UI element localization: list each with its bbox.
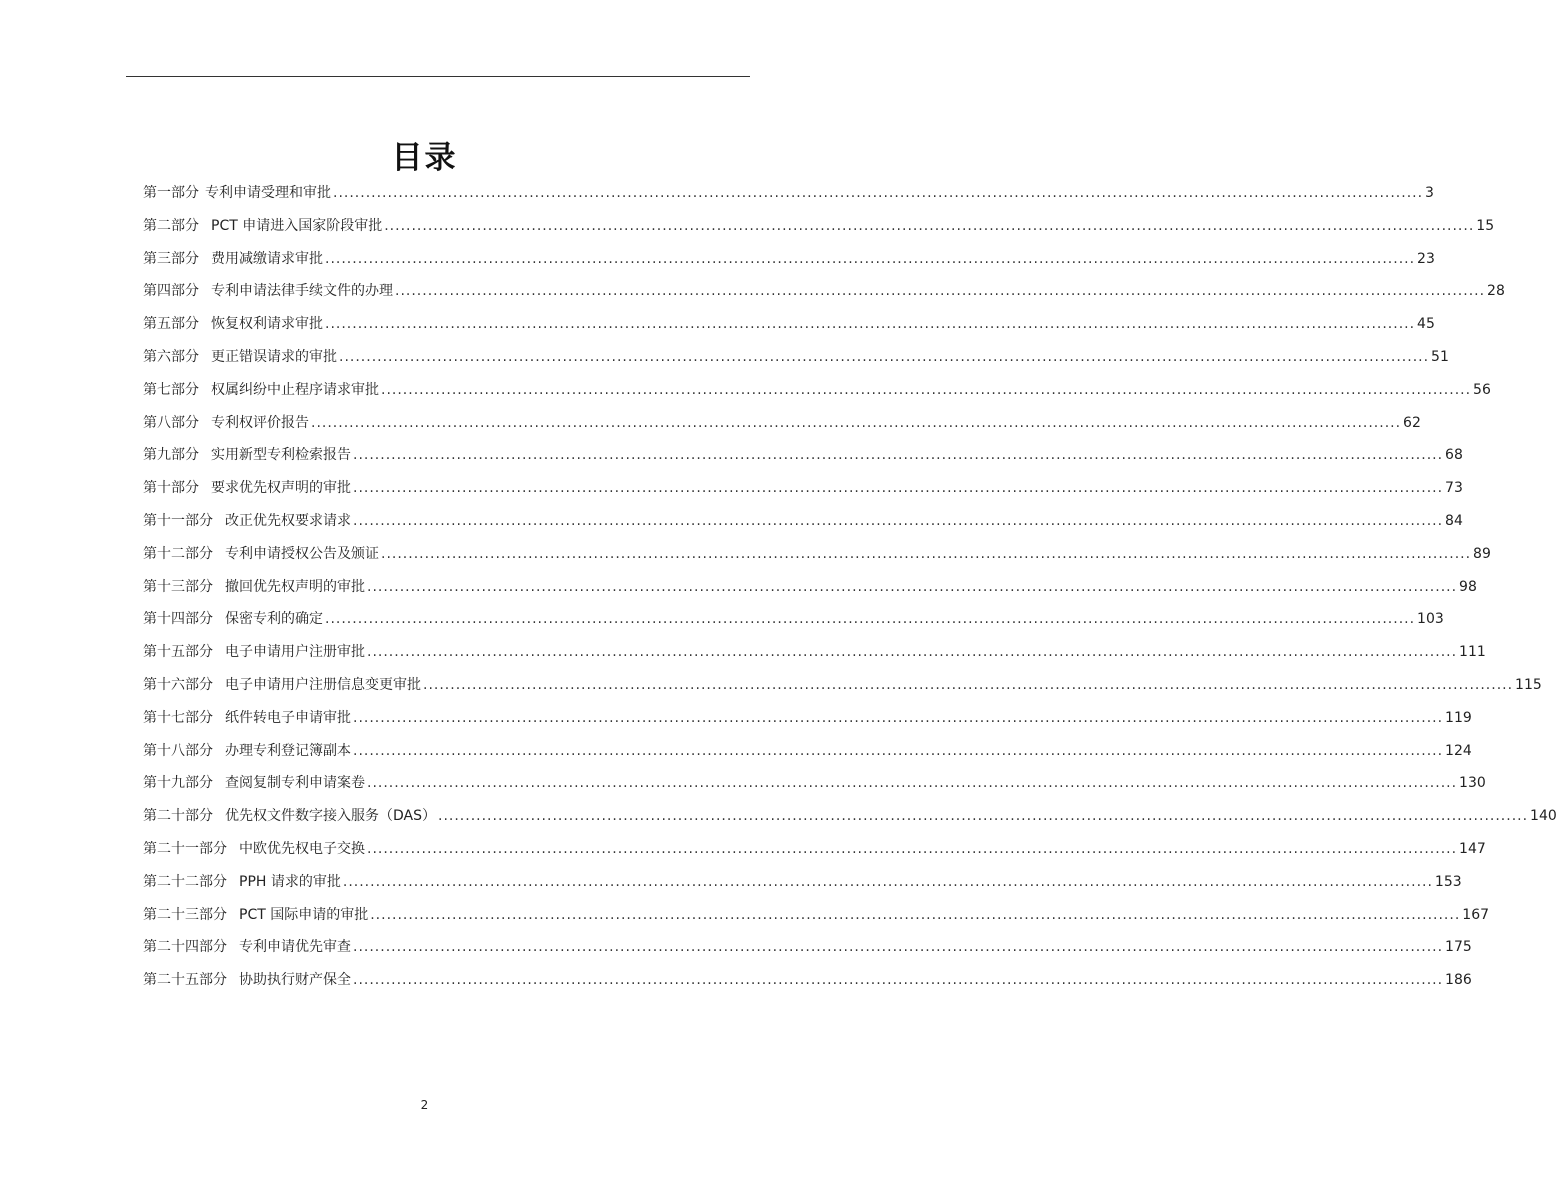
toc-entry-page: 3 (1425, 185, 1434, 201)
toc-entry-part: 第二十一部分 (143, 841, 227, 857)
toc-entry-title: PCT 国际申请的审批 (239, 906, 369, 923)
toc-leader-dots: ........................................................................................................................................................................................................ (325, 316, 1416, 333)
toc-leader-dots: ........................................................................................................................................................................................................ (367, 775, 1458, 792)
toc-entry-title: 专利权评价报告 (211, 414, 309, 431)
toc-entry-page: 111 (1459, 644, 1486, 661)
toc-entry[interactable] (143, 410, 1421, 436)
toc-entry[interactable] (143, 770, 1486, 796)
toc-leader-dots: ........................................................................................................................................................................................................ (423, 677, 1514, 693)
toc-entry-page: 175 (1445, 939, 1472, 956)
toc-entry-title: 改正优先权要求请求 (225, 513, 351, 529)
toc-entry-title: 要求优先权声明的审批 (211, 480, 351, 497)
toc-entry-part: 第七部分 (143, 381, 199, 398)
toc-leader-dots: ........................................................................................................................................................................................................ (342, 873, 1433, 890)
toc-entry-page: 45 (1417, 316, 1435, 333)
toc-entry-part: 第十九部分 (143, 775, 213, 792)
toc-leader-dots: ........................................................................................................................................................................................................ (381, 381, 1472, 398)
toc-entry[interactable] (143, 967, 1472, 993)
toc-entry-title: 电子申请用户注册审批 (225, 644, 365, 661)
toc-entry-part: 第二十二部分 (143, 873, 227, 890)
toc-entry-page: 62 (1403, 414, 1421, 431)
toc-entry[interactable] (143, 934, 1472, 960)
toc-leader-dots: ........................................................................................................................................................................................................ (438, 808, 1529, 825)
toc-entry[interactable] (143, 475, 1463, 501)
toc-entry-page: 15 (1476, 217, 1495, 234)
toc-entry[interactable] (143, 639, 1486, 665)
toc-entry-page: 115 (1515, 677, 1542, 693)
toc-leader-dots: ........................................................................................................................................................................................................ (353, 447, 1444, 464)
toc-entry-page: 124 (1445, 742, 1472, 759)
toc-entry-title: 权属纠纷中止程序请求审批 (211, 381, 379, 398)
toc-entry[interactable] (143, 213, 1495, 239)
toc-leader-dots: ........................................................................................................................................................................................................ (395, 283, 1486, 300)
toc-entry-title: 电子申请用户注册信息变更审批 (225, 677, 421, 693)
toc-entry-title: 费用减缴请求审批 (211, 250, 323, 267)
toc-entry-part: 第十四部分 (143, 611, 213, 628)
toc-leader-dots: ........................................................................................................................................................................................................ (333, 185, 1424, 201)
toc-entry-part: 第十五部分 (143, 644, 213, 661)
toc-entry-page: 130 (1459, 775, 1486, 792)
toc-entry-part: 第二十四部分 (143, 939, 227, 956)
toc-leader-dots: ........................................................................................................................................................................................................ (370, 906, 1461, 923)
toc-leader-dots: ........................................................................................................................................................................................................ (367, 644, 1458, 661)
page-number: 2 (420, 1098, 429, 1112)
toc-entry-part: 第五部分 (143, 316, 199, 333)
toc-entry-part: 第二十部分 (143, 808, 213, 825)
toc-entry[interactable] (143, 377, 1491, 403)
toc-entry-title: 优先权文件数字接入服务（DAS） (225, 808, 436, 825)
toc-entry-title: 查阅复制专利申请案卷 (225, 775, 365, 792)
toc-leader-dots: ........................................................................................................................................................................................................ (367, 578, 1458, 595)
toc-entry-page: 56 (1473, 381, 1491, 398)
toc-entry-page: 153 (1434, 873, 1462, 890)
toc-entry-part: 第十部分 (143, 480, 199, 497)
toc-entry-page: 167 (1462, 906, 1490, 923)
toc-leader-dots: ........................................................................................................................................................................................................ (367, 841, 1458, 857)
toc-entry-page: 51 (1431, 349, 1449, 365)
toc-entry-part: 第十二部分 (143, 545, 213, 562)
toc-entry-part: 第二十三部分 (143, 906, 227, 923)
toc-entry-title: 协助执行财产保全 (239, 972, 351, 989)
toc-entry-page: 147 (1459, 841, 1486, 857)
toc-leader-dots: ........................................................................................................................................................................................................ (353, 513, 1444, 529)
toc-entry-title: PPH 请求的审批 (239, 873, 341, 890)
toc-entry-part: 第六部分 (143, 349, 199, 365)
toc-entry-part: 第一部分 (143, 185, 199, 201)
toc-leader-dots: ........................................................................................................................................................................................................ (353, 972, 1444, 989)
toc-entry-part: 第四部分 (143, 283, 199, 300)
toc-entry-part: 第三部分 (143, 250, 199, 267)
toc-entry-title: 保密专利的确定 (225, 611, 323, 628)
toc-entry[interactable] (143, 869, 1462, 895)
toc-entry-part: 第十三部分 (143, 578, 213, 595)
toc-entry[interactable] (143, 803, 1557, 829)
toc-entry[interactable] (143, 541, 1491, 567)
page-title: 目录 (391, 140, 458, 176)
toc-leader-dots: ........................................................................................................................................................................................................ (325, 611, 1416, 628)
toc-entry[interactable] (143, 902, 1490, 928)
toc-entry-page: 68 (1445, 447, 1463, 464)
toc-entry[interactable] (143, 672, 1542, 698)
toc-entry-part: 第九部分 (143, 447, 199, 464)
toc-entry[interactable] (143, 344, 1449, 370)
toc-entry[interactable] (143, 180, 1434, 206)
toc-entry-page: 186 (1445, 972, 1472, 989)
toc-leader-dots: ........................................................................................................................................................................................................ (353, 939, 1444, 956)
toc-leader-dots: ........................................................................................................................................................................................................ (311, 414, 1402, 431)
toc-entry-title: PCT 申请进入国家阶段审批 (211, 217, 383, 234)
toc-entry-title: 恢复权利请求审批 (211, 316, 323, 333)
toc-entry-title: 专利申请受理和审批 (205, 185, 331, 201)
toc-entry-page: 103 (1417, 611, 1444, 628)
toc-leader-dots: ........................................................................................................................................................................................................ (384, 217, 1475, 234)
toc-leader-dots: ........................................................................................................................................................................................................ (325, 250, 1416, 267)
toc-entry[interactable] (143, 574, 1477, 600)
toc-leader-dots: ........................................................................................................................................................................................................ (353, 709, 1444, 726)
toc-entry-page: 119 (1445, 709, 1472, 726)
toc-leader-dots: ........................................................................................................................................................................................................ (353, 480, 1444, 497)
toc-entry[interactable] (143, 278, 1505, 304)
toc-entry[interactable] (143, 836, 1486, 862)
toc-entry-page: 140 (1530, 808, 1557, 825)
toc-entry-part: 第十八部分 (143, 742, 213, 759)
toc-entry[interactable] (143, 246, 1435, 272)
toc-entry[interactable] (143, 738, 1472, 764)
toc-entry-part: 第八部分 (143, 414, 199, 431)
toc-entry-title: 撤回优先权声明的审批 (225, 578, 365, 595)
toc-leader-dots: ........................................................................................................................................................................................................ (381, 545, 1472, 562)
toc-entry-part: 第十一部分 (143, 513, 213, 529)
toc-entry-part: 第二部分 (143, 217, 199, 234)
toc-entry[interactable] (143, 705, 1472, 731)
toc-entry-part: 第二十五部分 (143, 972, 227, 989)
toc-entry-title: 中欧优先权电子交换 (239, 841, 365, 857)
toc-entry-page: 84 (1445, 513, 1463, 529)
toc-entry[interactable] (143, 606, 1444, 632)
toc-entry[interactable] (143, 508, 1463, 534)
toc-entry-title: 专利申请法律手续文件的办理 (211, 283, 393, 300)
toc-entry-page: 23 (1417, 250, 1435, 267)
toc-entry-part: 第十七部分 (143, 709, 213, 726)
toc-entry-page: 73 (1445, 480, 1463, 497)
toc-entry-title: 更正错误请求的审批 (211, 349, 337, 365)
toc-entry-part: 第十六部分 (143, 677, 213, 693)
toc-leader-dots: ........................................................................................................................................................................................................ (339, 349, 1430, 365)
toc-entry[interactable] (143, 442, 1463, 468)
toc-entry-title: 纸件转电子申请审批 (225, 709, 351, 726)
toc-entry-title: 实用新型专利检索报告 (211, 447, 351, 464)
toc-entry-title: 办理专利登记簿副本 (225, 742, 351, 759)
toc-entry-page: 89 (1473, 545, 1491, 562)
toc-entry-title: 专利申请优先审查 (239, 939, 351, 956)
toc-entry-title: 专利申请授权公告及颁证 (225, 545, 379, 562)
toc-entry-page: 98 (1459, 578, 1477, 595)
toc-entry[interactable] (143, 311, 1435, 337)
toc-entry-page: 28 (1487, 283, 1505, 300)
toc-leader-dots: ........................................................................................................................................................................................................ (353, 742, 1444, 759)
header-rule (126, 76, 750, 77)
